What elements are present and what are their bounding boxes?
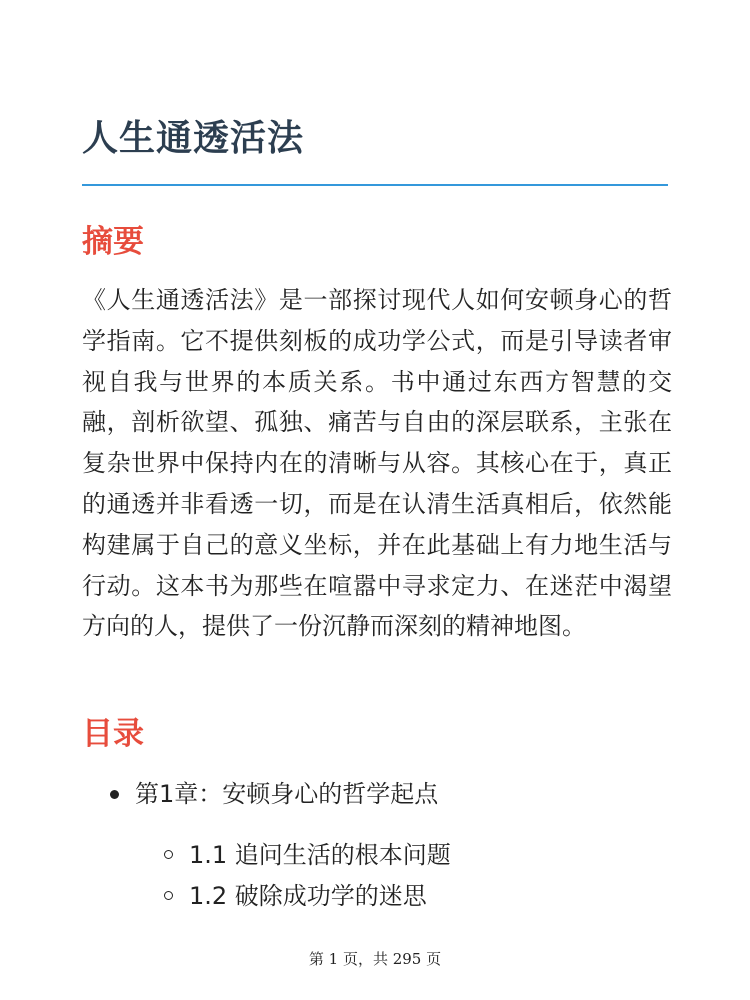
- bullet-circle-icon: [164, 891, 173, 900]
- bullet-circle-icon: [164, 850, 173, 859]
- summary-heading: 摘要: [82, 224, 144, 260]
- toc-section-1-1: [135, 835, 672, 876]
- bullet-disc-icon: [110, 790, 119, 799]
- toc-chapter-label: 第1章：安顿身心的哲学起点: [135, 780, 439, 808]
- toc-heading: 目录: [82, 716, 144, 752]
- title-divider: [82, 184, 668, 186]
- toc-section-list: [135, 835, 672, 916]
- table-of-contents: [82, 774, 672, 916]
- document-title: 人生通透活法: [82, 118, 305, 159]
- toc-section-label: 1.2 破除成功学的迷思: [189, 881, 427, 910]
- page-footer: 第 1 页，共 295 页: [308, 950, 442, 968]
- toc-section-label: 1.1 追问生活的根本问题: [189, 841, 451, 869]
- toc-chapter-1: [82, 774, 672, 916]
- summary-paragraph: 《人生通透活法》是一部探讨现代人如何安顿身心的哲学指南。它不提供刻板的成功学公式，而是引导读者审视自我与世界的本质关系。书中通过东西方智慧的交融，剖析欲望、孤独、痛苦与自由的深层联系，主张在复杂世界中保持内在的清晰与从容。其核心在于，真正的通透并非看透一切，而是在认清生活真相后，依然能构建属于自己的意义坐标，并在此基础上有力地生活与行动。这本书为那些在喧嚣中寻求定力、在迷茫中渴望方向的人，提供了一份沉静而深刻的精神地图。: [82, 286, 672, 641]
- toc-section-1-2: [135, 876, 672, 917]
